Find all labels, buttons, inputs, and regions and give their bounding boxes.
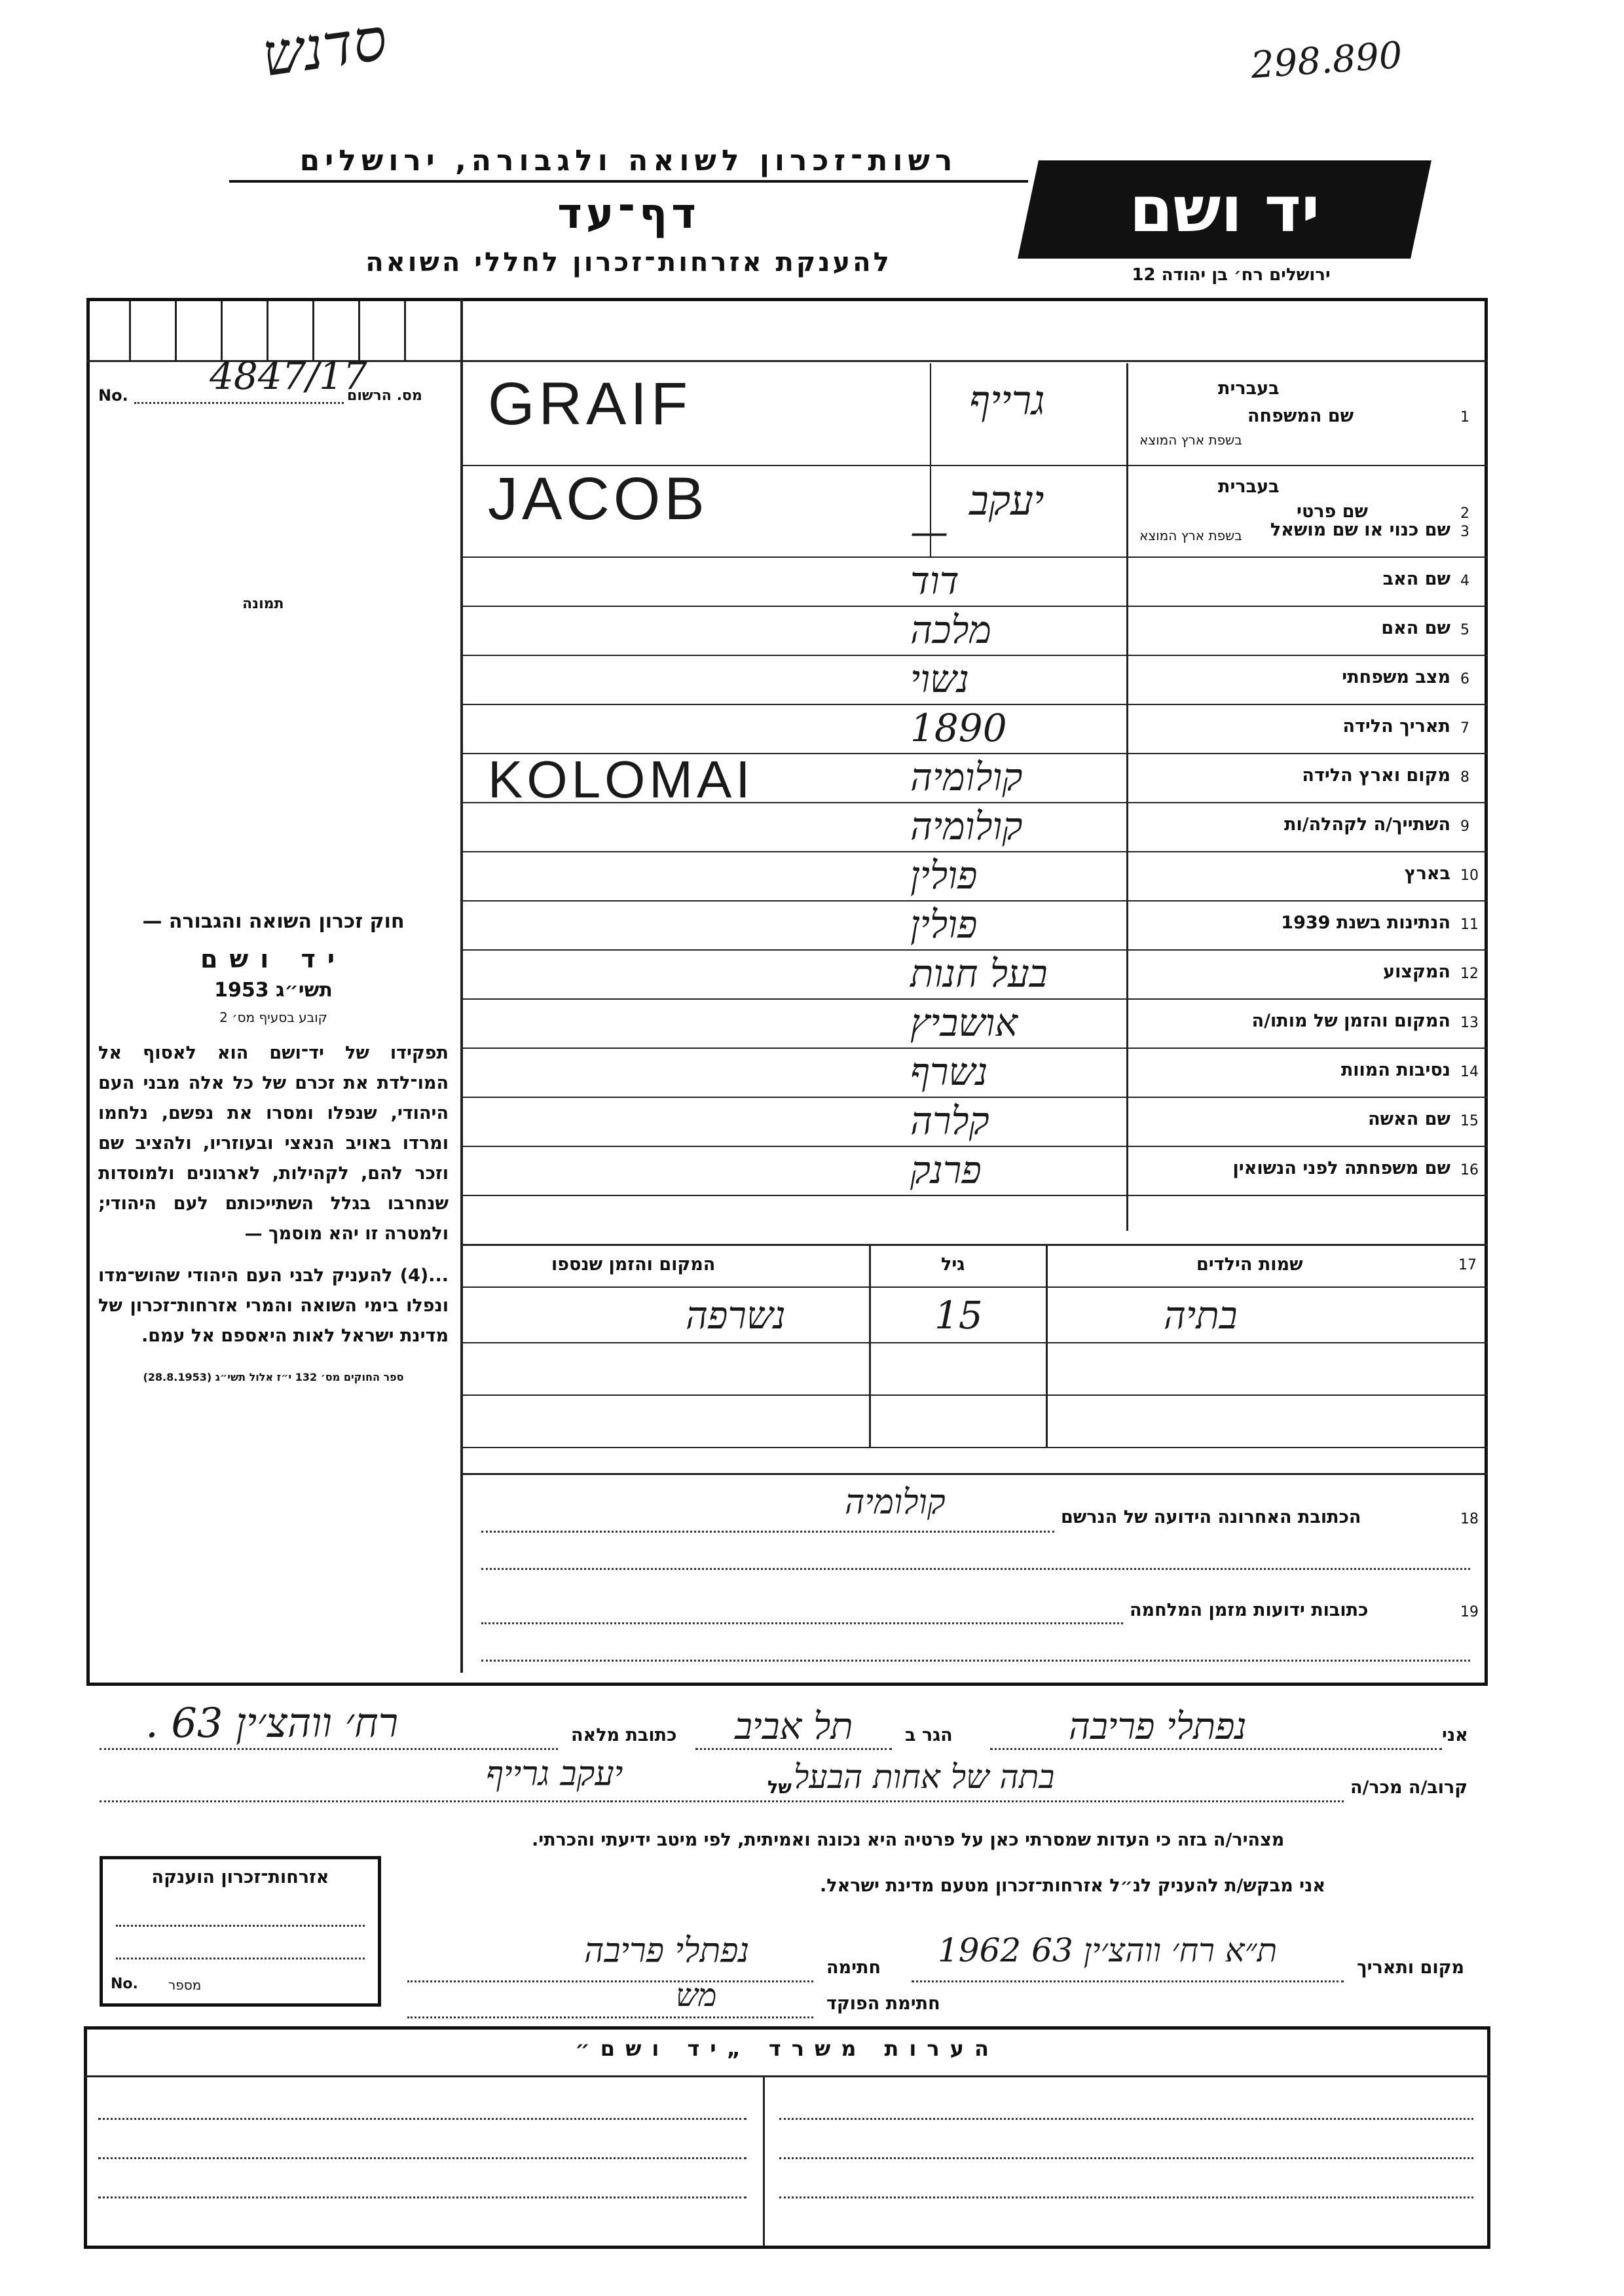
decl-place-date-value: ת״א רח׳ ווהצ׳ין 63 1962 [938,1931,1278,1969]
field-2-label: שם פרטי [1297,501,1368,522]
form-subtitle: להענקת אזרחות־זכרון לחללי השואה [365,247,892,278]
decl-officer-signature: מש [676,1977,717,2014]
decl-name-value: נפתלי פריבה [1069,1705,1247,1748]
field-1-sub-local: בשפת ארץ המוצא [1139,432,1242,448]
code-boxes [90,301,463,360]
field-9-label: השתייך/ה לקהלה/ות [1284,814,1450,835]
field-7-value: 1890 [910,706,1007,750]
field-2-number: 2 [1460,505,1469,522]
law-sidebar [98,910,449,1383]
field-11-value: פולין [910,902,978,947]
decl-place-date-label: מקום ותאריך [1357,1958,1465,1978]
field-10-label: בארץ [1404,864,1450,884]
field-13-label: המקום והזמן של מותו/ה [1251,1011,1450,1031]
decl-full-address-value: רח׳ ווהצ׳ין 63 . [145,1699,399,1747]
field-2-sub-hebrew: בעברית [1218,477,1280,497]
field-2-value-local: JACOB [488,465,709,532]
field-1-label: שם המשפחה [1247,406,1354,426]
field-9-number: 9 [1460,818,1469,835]
field-2-value-hebrew: יעקב [969,477,1044,524]
decl-resident-value: תל אביב [735,1705,853,1748]
children-age-header: גיל [941,1254,965,1275]
field-18-value: קולומיה [845,1483,946,1522]
citizenship-number-label: מספר [168,1977,202,1993]
field-5-number: 5 [1460,622,1469,638]
field-4-number: 4 [1460,573,1469,589]
field-1-number: 1 [1460,409,1469,426]
handwritten-record-number: 298.890 [1249,34,1404,87]
field-14-number: 14 [1460,1064,1479,1080]
remarks-title: הערות משרד „יד ושם״ [575,2036,999,2061]
field-19-label: כתובות ידועות מזמן המלחמה [1130,1600,1369,1620]
handwritten-stamp-left: סדנש [257,5,392,90]
field-16-number: 16 [1460,1162,1479,1178]
field-4-value: דוד [910,558,959,603]
field-15-value: קלרה [910,1099,989,1143]
field-8-value: קולומיה [910,755,1023,799]
law-reference: קובע בסעיף מס׳ 2 [219,1010,327,1025]
field-8-number: 8 [1460,769,1469,786]
field-1-sub-hebrew: בעברית [1218,378,1280,399]
field-2-sub-local: בשפת ארץ המוצא [1139,528,1242,543]
decl-of-value: יעקב גרייף [486,1755,623,1794]
photo-label: תמונה [242,596,284,612]
field-3-value: — [910,509,948,554]
declaration-section [86,1686,1488,2039]
field-3-number: 3 [1460,524,1469,540]
field-6-value: נשוי [910,657,969,701]
field-11-label: הנתינות בשנת 1939 [1281,913,1450,933]
yad-vashem-logo [1018,160,1431,259]
registration-number: 4847/17 [210,354,367,398]
field-3-label: שם כנוי או שם מושאל [1270,520,1450,540]
field-14-value: נשרף [910,1049,988,1094]
decl-signature-value: נפתלי פריבה [584,1931,750,1971]
field-14-label: נסיבות המוות [1340,1060,1450,1080]
field-16-label: שם משפחתה לפני הנשואין [1232,1158,1450,1178]
field-10-value: פולין [910,853,978,898]
decl-full-address-label: כתובת מלאה [571,1725,677,1745]
field-6-label: מצב משפחתי [1342,667,1450,687]
field-12-number: 12 [1460,966,1479,982]
decl-relative-value: בתה של אחות הבעל [794,1758,1055,1796]
decl-statement-2: אני מבקש/ת להעניק לנ״ל אזרחות־זכרון מטעם מדינת ישראל. [820,1876,1326,1896]
field-9-value: קולומיה [910,804,1023,848]
law-title: חוק זכרון השואה והגבורה — [142,910,405,933]
children-names-header: שמות הילדים [1196,1254,1303,1275]
field-12-value: בעל חנות [910,951,1048,996]
field-8-value-local: KOLOMAI [488,750,754,809]
citizenship-box-title: אזרחות־זכרון הוענקה [151,1867,329,1887]
citizenship-box [100,1856,381,2007]
law-text: תפקידו של יד־ושם הוא לאסוף אל המו־לדת את זכרם של כל אלה מבני העם היהודי, שנפלו ומסרו את נפשם, נלחמו ומרדו באויב הנאצי ובעוזריו, ולהציב שם וזכר להם, לקהילות, לארגונים ולמוסדות שנחרבו בגלל השתייכותם לעם היהודי; ולמטרה זו יהא מוסמך — [98,1043,449,1244]
field-15-label: שם האשה [1368,1109,1450,1129]
field-1-value-hebrew: גרייף [969,376,1045,424]
form-title: דף־עד [557,190,700,238]
child-1-place: נשרפה [686,1293,786,1338]
field-12-label: המקצוע [1383,962,1450,982]
law-name: יד ושם [200,945,347,974]
field-18-label: הכתובת האחרונה הידועה של הנרשם [1061,1507,1361,1527]
decl-officer-label: חתימת הפוקד [826,1994,940,2014]
child-1-age: 15 [934,1293,983,1338]
field-10-number: 10 [1460,867,1479,884]
field-7-label: תאריך הלידה [1342,716,1450,737]
field-19-number: 19 [1460,1604,1479,1620]
field-7-number: 7 [1460,720,1469,737]
decl-signature-label: חתימה [826,1958,881,1978]
field-4-label: שם האב [1382,569,1450,589]
field-11-number: 11 [1460,917,1479,933]
law-text-clause-4: ...(4) להעניק לבני העם היהודי שהוש־מדו ונפלו בימי השואה והמרי אזרחות־זכרון של מדינת ישראל לאות היאספם אל עמם. [98,1266,449,1346]
children-place-header: המקום והזמן שנספו [551,1254,716,1275]
decl-i-label: אני [1442,1725,1468,1745]
header [79,131,1486,295]
law-year: תשי״ג 1953 [214,979,333,1002]
field-13-value: אושביץ [910,1000,1018,1045]
field-5-value: מלכה [910,608,991,652]
logo-text: יד ושם [1129,173,1320,246]
institution-name: רשות־זכרון לשואה ולגבורה, ירושלים [229,144,1028,183]
no-label: No. [98,386,128,405]
registration-label: מס. הרשום [347,388,422,404]
field-18-number: 18 [1460,1511,1479,1527]
law-footnote: ספר החוקים מס׳ 132 י״ז אלול תשי״ג (28.8.1953) [143,1371,404,1383]
children-section [463,1244,1488,1473]
field-5-label: שם האם [1381,618,1450,638]
decl-of-label: של [767,1777,792,1798]
field-6-number: 6 [1460,671,1469,687]
field-13-number: 13 [1460,1015,1479,1031]
field-17-number: 17 [1458,1257,1477,1273]
decl-statement-1: מצהיר/ה בזה כי העדות שמסרתי כאן על פרטיה היא נכונה ואמיתית, לפי מיטב ידיעתי והכרתי. [532,1830,1285,1850]
citizenship-no-label: No. [111,1976,138,1992]
field-8-label: מקום וארץ הלידה [1302,765,1450,786]
field-15-number: 15 [1460,1113,1479,1129]
address-line: ירושלים רח׳ בן יהודה 12 [1132,265,1331,285]
decl-resident-label: הגר ב [905,1725,953,1745]
child-1-name: בתיה [1164,1293,1238,1338]
field-1-value-local: GRAIF [488,371,692,437]
field-16-value: פרנק [910,1148,982,1192]
decl-relative-label: קרוב/ה מכר/ה [1350,1777,1468,1798]
